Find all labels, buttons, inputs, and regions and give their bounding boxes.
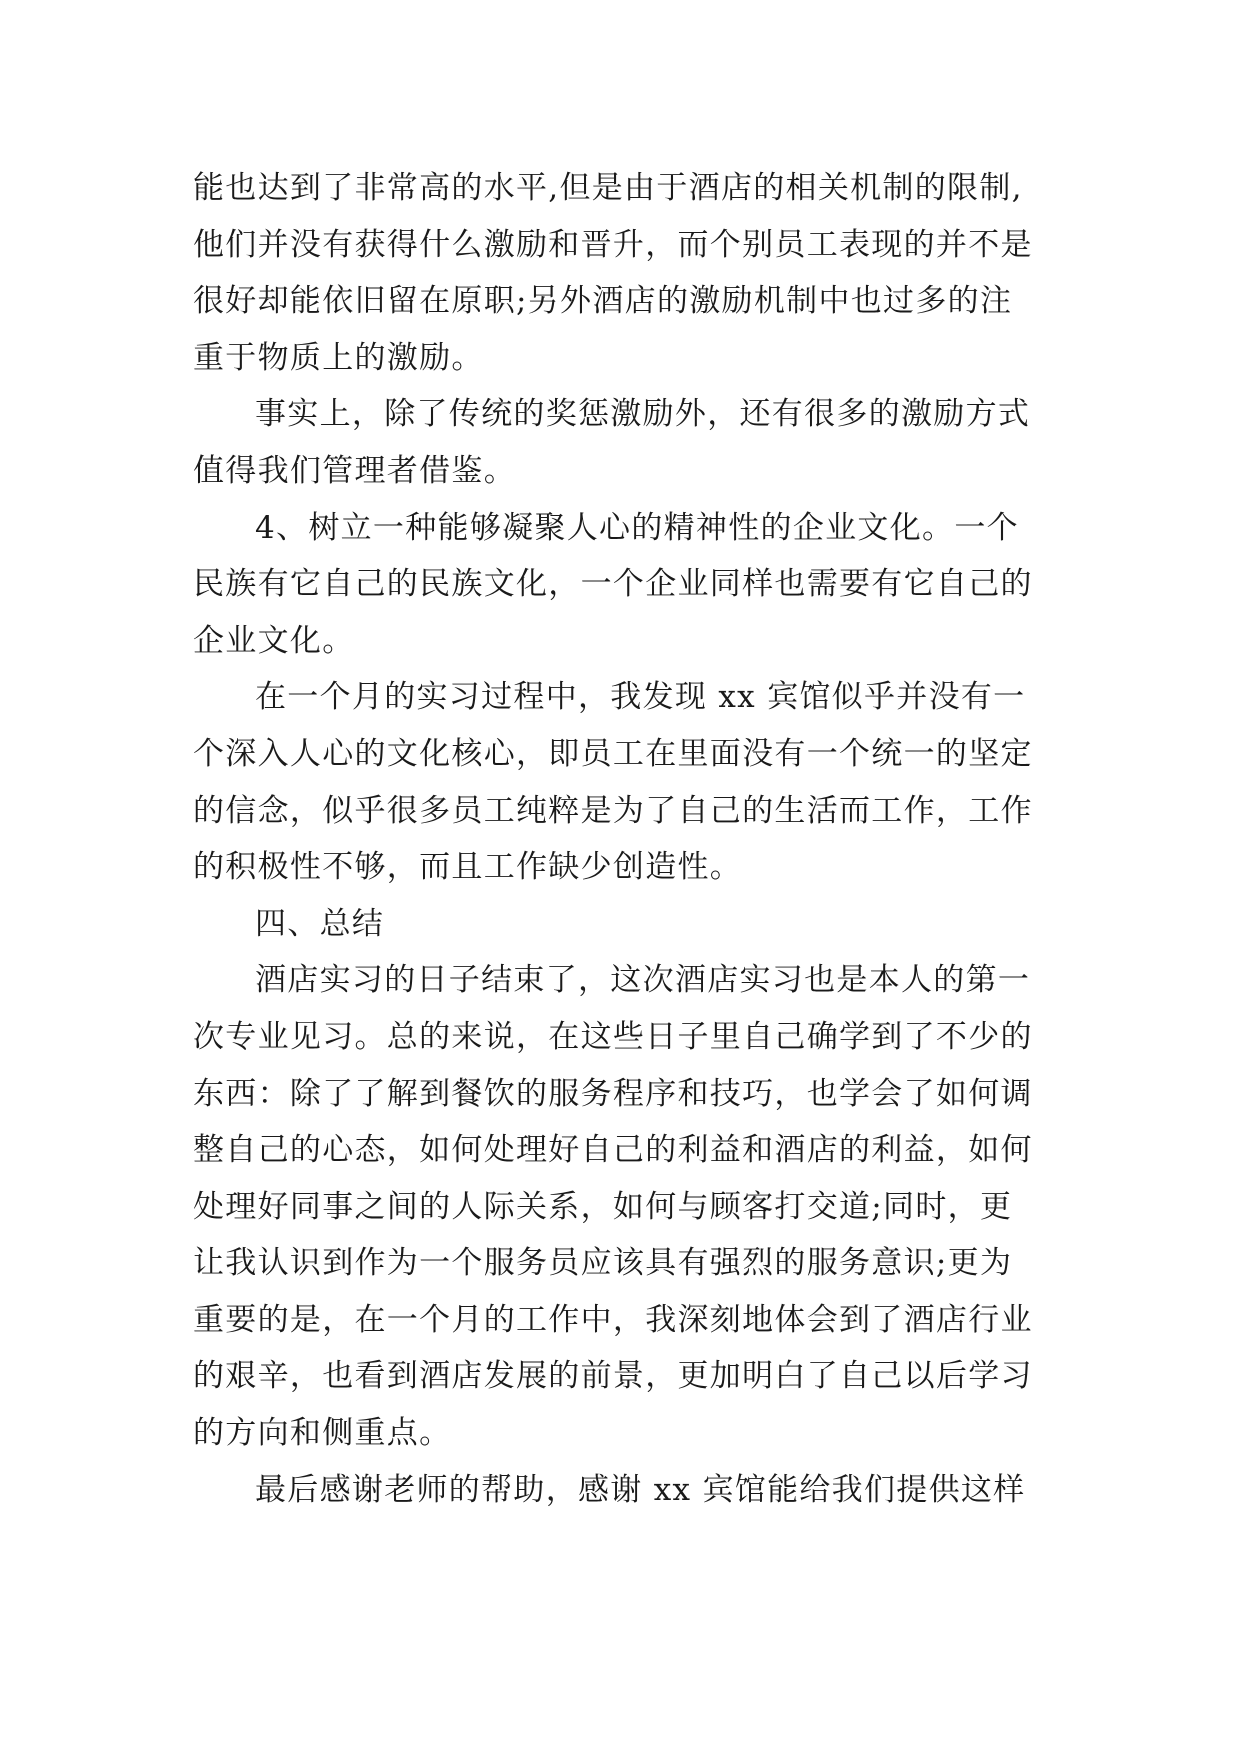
text-line: 的艰辛，也看到酒店发展的前景，更加明白了自己以后学习 xyxy=(193,1358,1033,1395)
text-line: 民族有它自己的民族文化，一个企业同样也需要有它自己的 xyxy=(193,566,1033,603)
text-line: 让我认识到作为一个服务员应该具有强烈的服务意识;更为 xyxy=(193,1245,1013,1282)
text-line: 的信念，似乎很多员工纯粹是为了自己的生活而工作，工作 xyxy=(193,792,1033,829)
text-line: 的积极性不够，而且工作缺少创造性。 xyxy=(193,849,743,886)
text-line: 最后感谢老师的帮助，感谢 xx 宾馆能给我们提供这样 xyxy=(255,1471,1026,1508)
text-line: 重要的是，在一个月的工作中，我深刻地体会到了酒店行业 xyxy=(193,1301,1033,1338)
text-line: 企业文化。 xyxy=(193,622,355,659)
text-line: 4、树立一种能够凝聚人心的精神性的企业文化。一个 xyxy=(255,509,1019,546)
text-line: 酒店实习的日子结束了，这次酒店实习也是本人的第一 xyxy=(255,962,1031,999)
text-line: 事实上，除了传统的奖惩激励外，还有很多的激励方式 xyxy=(255,396,1031,433)
text-line: 个深入人心的文化核心，即员工在里面没有一个统一的坚定 xyxy=(193,735,1033,772)
section-heading: 四、总结 xyxy=(255,905,385,942)
text-line: 能也达到了非常高的水平,但是由于酒店的相关机制的限制, xyxy=(193,170,1023,206)
text-line: 他们并没有获得什么激励和晋升，而个别员工表现的并不是 xyxy=(193,226,1033,263)
text-line: 很好却能依旧留在原职;另外酒店的激励机制中也过多的注 xyxy=(193,283,1013,320)
text-line: 在一个月的实习过程中，我发现 xx 宾馆似乎并没有一 xyxy=(255,679,1026,716)
text-line: 整自己的心态，如何处理好自己的利益和酒店的利益，如何 xyxy=(193,1132,1033,1169)
text-line: 处理好同事之间的人际关系，如何与顾客打交道;同时，更 xyxy=(193,1188,1013,1225)
text-line: 重于物质上的激励。 xyxy=(193,339,484,376)
text-line: 东西：除了了解到餐饮的服务程序和技巧，也学会了如何调 xyxy=(193,1075,1033,1112)
document-body xyxy=(193,160,1093,1518)
text-line: 的方向和侧重点。 xyxy=(193,1415,452,1452)
text-line: 值得我们管理者借鉴。 xyxy=(193,452,516,489)
text-line: 次专业见习。总的来说，在这些日子里自己确学到了不少的 xyxy=(193,1018,1033,1055)
